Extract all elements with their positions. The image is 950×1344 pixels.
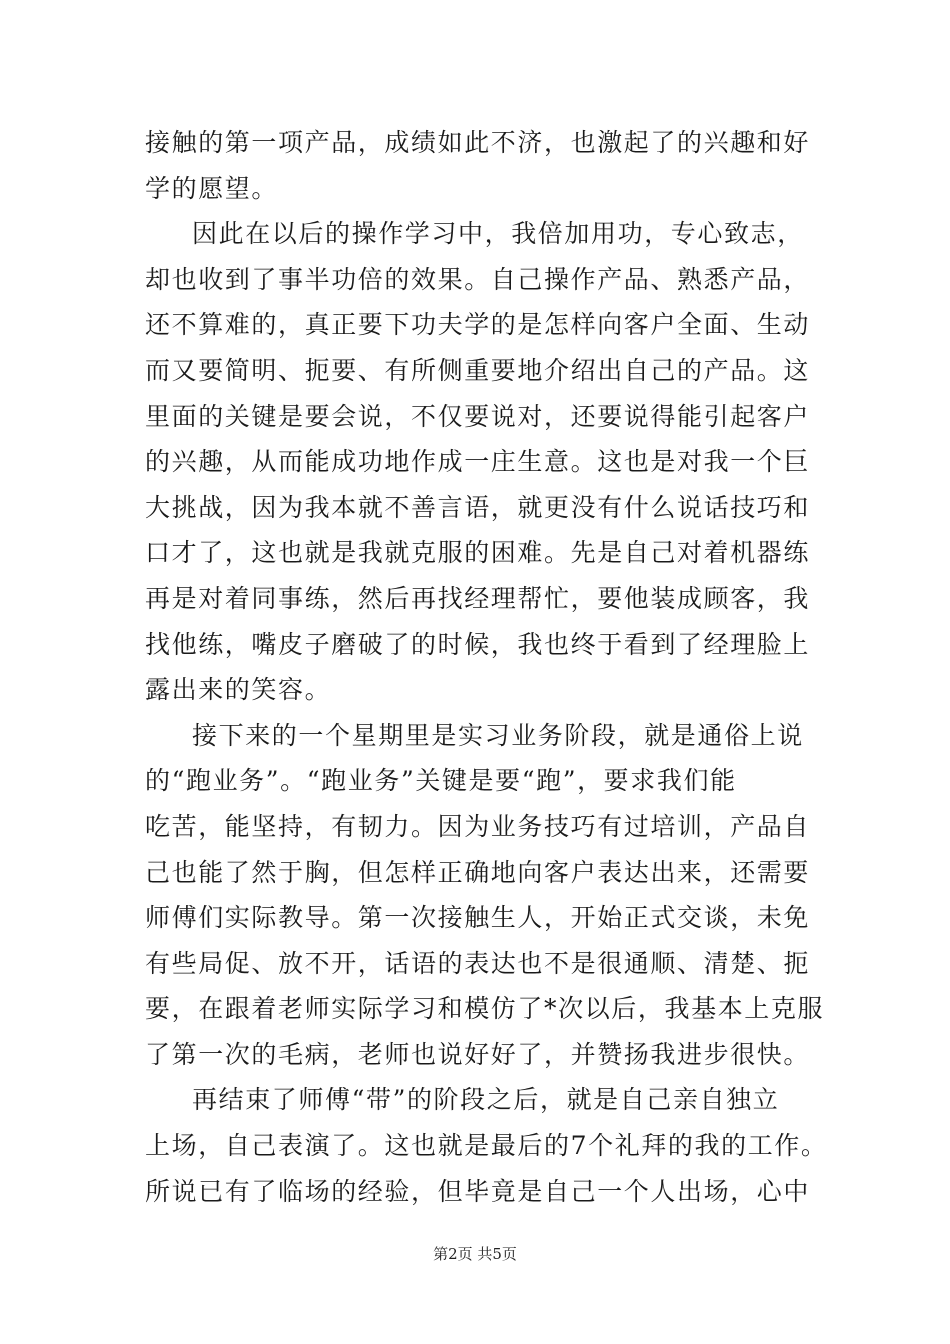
paragraph <box>145 713 825 1078</box>
text-line: 了第一次的毛病，老师也说好好了，并赞扬我进步很快。 <box>145 1039 811 1069</box>
paragraph <box>145 1077 828 1214</box>
text-line: 因此在以后的操作学习中，我倍加用功，专心致志， <box>192 219 804 249</box>
text-line: 所说已有了临场的经验，但毕竟是自己一个人出场，心中 <box>145 1176 811 1206</box>
text-line: 己也能了然于胸，但怎样正确地向客户表达出来，还需要 <box>145 857 811 887</box>
text-line: 却也收到了事半功倍的效果。自己操作产品、熟悉产品， <box>145 264 811 294</box>
text-line: 再是对着同事练，然后再找经理帮忙，要他装成顾客，我 <box>145 583 811 613</box>
text-line: 还不算难的，真正要下功夫学的是怎样向客户全面、生动 <box>145 310 811 340</box>
page-number-label: 第2页 共5页 <box>433 1245 517 1263</box>
text-line: 找他练，嘴皮子磨破了的时候，我也终于看到了经理脸上 <box>145 629 811 659</box>
text-line: 的兴趣，从而能成功地作成一庄生意。这也是对我一个巨 <box>145 447 811 477</box>
paragraph <box>145 211 810 713</box>
text-line: 再结束了师傅“带”的阶段之后，就是自己亲自独立 <box>192 1085 780 1115</box>
text-line: 里面的关键是要会说，不仅要说对，还要说得能引起客户 <box>145 401 811 431</box>
text-line: 大挑战，因为我本就不善言语，就更没有什么说话技巧和 <box>145 492 811 522</box>
text-line: 吃苦，能坚持，有韧力。因为业务技巧有过培训，产品自 <box>145 811 811 841</box>
text-line: 接触的第一项产品，成绩如此不济，也激起了的兴趣和好 <box>145 128 811 157</box>
text-line: 露出来的笑容。 <box>145 675 332 705</box>
text-line: 接下来的一个星期里是实习业务阶段，就是通俗上说 <box>192 720 804 750</box>
text-line: 上场，自己表演了。这也就是最后的7个礼拜的我的工作。 <box>145 1131 828 1161</box>
text-line: 学的愿望。 <box>145 173 279 203</box>
body-text <box>145 120 828 1214</box>
page-footer <box>0 1243 950 1264</box>
text-line: 师傅们实际教导。第一次接触生人，开始正式交谈，未免 <box>145 903 811 933</box>
paragraph <box>145 120 810 211</box>
text-line: 有些局促、放不开，话语的表达也不是很通顺、清楚、扼 <box>145 948 811 978</box>
text-line: 而又要简明、扼要、有所侧重要地介绍出自己的产品。这 <box>145 355 811 385</box>
text-line: 口才了，这也就是我就克服的困难。先是自己对着机器练 <box>145 538 811 568</box>
text-line: 的“跑业务”。“跑业务”关键是要“跑”，要求我们能 <box>145 766 737 796</box>
text-line: 要，在跟着老师实际学习和模仿了*次以后，我基本上克服 <box>145 994 825 1024</box>
